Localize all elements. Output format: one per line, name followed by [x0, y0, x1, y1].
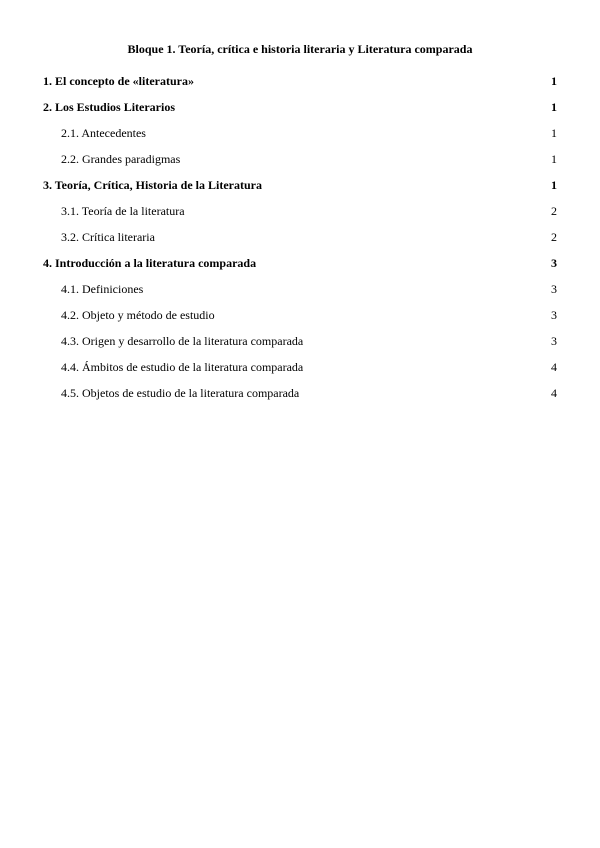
toc-entry-title: 4.5. Objetos de estudio de la literatura comparada: [61, 386, 300, 400]
toc-entry[interactable]: [43, 124, 557, 150]
toc-entry-page: 3: [551, 256, 557, 270]
toc-entry[interactable]: [43, 228, 557, 254]
toc-entry[interactable]: [43, 384, 557, 410]
toc-entry[interactable]: [43, 254, 557, 280]
table-of-contents: [43, 72, 557, 410]
toc-entry[interactable]: [43, 332, 557, 358]
toc-entry-title: 4.1. Definiciones: [61, 282, 144, 296]
toc-entry-page: 1: [551, 126, 557, 140]
toc-entry-title: 2.2. Grandes paradigmas: [61, 152, 181, 166]
toc-entry-title: 3.1. Teoría de la literatura: [61, 204, 185, 218]
toc-entry-page: 1: [551, 178, 557, 192]
toc-entry[interactable]: [43, 358, 557, 384]
toc-entry-title: 4.4. Ámbitos de estudio de la literatura comparada: [61, 360, 304, 374]
toc-entry-title: 3. Teoría, Crítica, Historia de la Literatura: [43, 178, 262, 192]
toc-entry-page: 4: [551, 360, 557, 374]
toc-entry-page: 1: [551, 100, 557, 114]
toc-entry-page: 1: [551, 152, 557, 166]
toc-entry[interactable]: [43, 202, 557, 228]
toc-entry-title: 1. El concepto de «literatura»: [43, 74, 194, 88]
toc-entry[interactable]: [43, 306, 557, 332]
toc-entry[interactable]: [43, 176, 557, 202]
toc-entry-title: 4.3. Origen y desarrollo de la literatura comparada: [61, 334, 304, 348]
toc-entry-page: 3: [551, 282, 557, 296]
toc-entry-page: 2: [551, 230, 557, 244]
document-title: Bloque 1. Teoría, crítica e historia literaria y Literatura comparada: [127, 42, 473, 56]
toc-entry[interactable]: [43, 150, 557, 176]
toc-entry-page: 4: [551, 386, 557, 400]
toc-entry-page: 3: [551, 334, 557, 348]
toc-entry[interactable]: [43, 98, 557, 124]
toc-entry-page: 3: [551, 308, 557, 322]
toc-entry-title: 2.1. Antecedentes: [61, 126, 146, 140]
toc-entry-page: 2: [551, 204, 557, 218]
toc-entry-title: 3.2. Crítica literaria: [61, 230, 155, 244]
toc-entry-title: 2. Los Estudios Literarios: [43, 100, 176, 114]
toc-entry[interactable]: [43, 280, 557, 306]
toc-entry-title: 4. Introducción a la literatura comparada: [43, 256, 257, 270]
toc-entry-title: 4.2. Objeto y método de estudio: [61, 308, 215, 322]
toc-entry-page: 1: [551, 74, 557, 88]
toc-entry[interactable]: [43, 72, 557, 98]
